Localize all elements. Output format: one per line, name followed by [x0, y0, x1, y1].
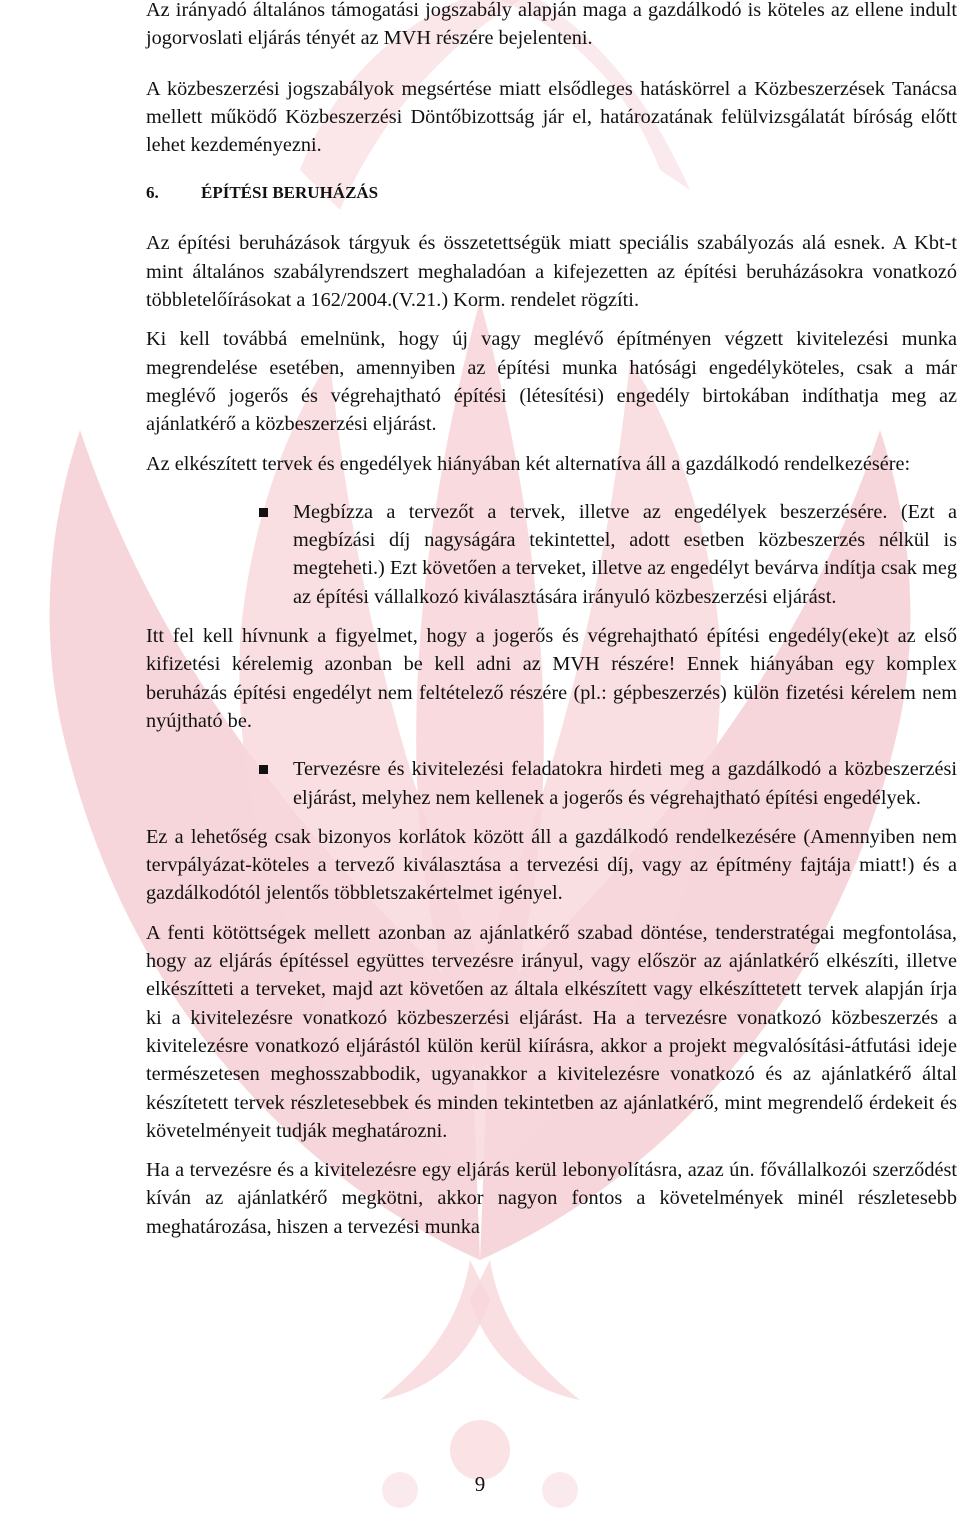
list-item-text: Megbízza a tervezőt a tervek, illetve az engedélyek beszerzésére. (Ezt a megbízási díj nagyságára tekintettel, adott esetben közbeszerzés nélkül is megteheti.) Ezt követően a terveket, illetve az engedélyt bevárva indítja csak meg az építési vállalkozó kiválasztására irányuló közbeszerzési eljárást. — [293, 500, 957, 608]
paragraph: Az irányadó általános támogatási jogszabály alapján maga a gazdálkodó is köteles az ellene indult jogorvoslati eljárás tényét az MVH részére bejelenteni. — [146, 0, 957, 50]
list-item — [146, 498, 957, 611]
paragraph: Ez a lehetőség csak bizonyos korlátok között áll a gazdálkodó rendelkezésére (Amennyiben nem tervpályázat-köteles a tervező kiválasztása a tervezési díj, vagy az építmény fajtája miatt!) és a gazdálkodótól jelentős többletszakértelmet igényel. — [146, 825, 957, 905]
list-item — [146, 755, 957, 812]
paragraph: Itt fel kell hívnunk a figyelmet, hogy a jogerős és végrehajtható építési engedély(eke)t az első kifizetési kérelemig azonban be kell adni az MVH részére! Ennek hiányában egy komplex beruházás építési engedélyt nem feltételező részére (pl.: gépbeszerzés) külön fizetési kérelem nem nyújtható be. — [146, 625, 957, 732]
section-number: 6. — [146, 183, 159, 203]
section-heading — [146, 179, 957, 207]
square-bullet-icon — [259, 765, 268, 774]
page-number: 9 — [474, 1472, 486, 1496]
paragraph: Az építési beruházások tárgyuk és összetettségük miatt speciális szabályozás alá esnek. A Kbt-t mint általános szabályrendszert meghaladóan a kifejezetten az építési beruházásokra vonatkozó többletelőírásokat a 162/2004.(V.21.) Korm. rendelet rögzíti. — [146, 232, 957, 312]
square-bullet-icon — [259, 508, 268, 517]
paragraph: Ha a tervezésre és a kivitelezésre egy eljárás kerül lebonyolításra, azaz ún. fővállalkozói szerződést kíván az ajánlatkérő megkötni, akkor nagyon fontos a követelmények minél részletesebb meghatározása, hiszen a tervezési munka — [146, 1159, 957, 1238]
paragraph: Az elkészített tervek és engedélyek hiányában két alternatíva áll a gazdálkodó rendelkezésére: — [146, 452, 911, 475]
paragraph: Ki kell továbbá emelnünk, hogy új vagy meglévő építményen végzett kivitelezési munka megrendelése esetében, amennyiben az építési munka hatósági engedélyköteles, csak a már meglévő jogerős és végrehajtható építési (létesítési) engedély birtokában indíthatja meg az ajánlatkérő a közbeszerzési eljárást. — [146, 328, 957, 436]
paragraph: A fenti kötöttségek mellett azonban az ajánlatkérő szabad döntése, tenderstratégai megfontolása, hogy az eljárás építéssel együttes tervezésre irányul, vagy először az ajánlatkérő elkészíti, illetve elkészítteti a terveket, majd azt követően az általa elkészített vagy elkészíttetett tervek alapján írja ki a kivitelezésre vonatkozó közbeszerzési eljárást. Ha a tervezésre vonatkozó közbeszerzés a kivitelezésre vonatkozó eljárástól külön kerül kiírásra, akkor a projekt megvalósítási-átfutási ideje természetesen meghosszabbodik, ugyanakkor a kivitelezésre vonatkozó és az ajánlatkérő által készítetett tervek részletesebbek és minden tekintetben az ajánlatkérő, mint megrendelő érdekeit és követelményeit tudják meghatározni. — [146, 921, 957, 1142]
document-body — [146, 0, 957, 1241]
paragraph: A közbeszerzési jogszabályok megsértése miatt elsődleges hatáskörrel a Közbeszerzések Tanácsa mellett működő Közbeszerzési Döntőbizottság jár el, határozatának felülvizsgálatát bíróság előtt lehet kezdeményezni. — [146, 77, 957, 157]
section-title: ÉPÍTÉSI BERUHÁZÁS — [201, 183, 379, 203]
list-item-text: Tervezésre és kivitelezési feladatokra hirdeti meg a gazdálkodó a közbeszerzési eljárást, melyhez nem kellenek a jogerős és végrehajtható építési engedélyek. — [293, 758, 957, 809]
